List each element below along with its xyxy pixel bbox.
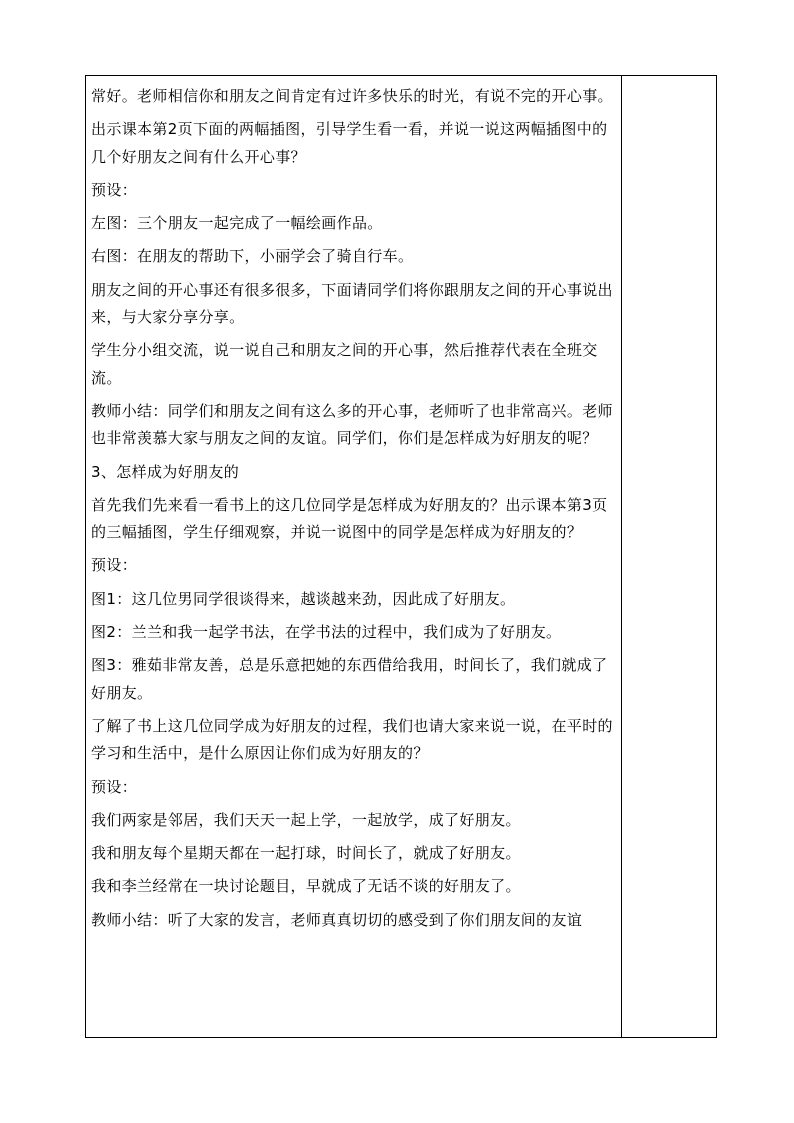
notes-column-cell — [622, 76, 716, 1037]
paragraph: 教师小结：听了大家的发言，老师真真切切的感受到了你们朋友间的友谊 — [91, 910, 583, 929]
paragraph: 了解了书上这几位同学成为好朋友的过程，我们也请大家来说一说，在平时的学习和生活中，是什么原因让你们成为好朋友的？ — [91, 716, 613, 763]
paragraph: 教师小结：同学们和朋友之间有这么多的开心事，老师听了也非常高兴。老师也非常羡慕大家与朋友之间的友谊。同学们，你们是怎样成为好朋友的呢？ — [91, 401, 613, 448]
paragraph: 预设： — [91, 180, 138, 199]
paragraph: 我和朋友每个星期天都在一起打球，时间长了，就成了好朋友。 — [91, 844, 521, 863]
paragraph: 学生分小组交流，说一说自己和朋友之间的开心事，然后推荐代表在全班交流。 — [91, 341, 598, 387]
paragraph: 图2：兰兰和我一起学书法，在学书法的过程中，我们成为了好朋友。 — [91, 623, 562, 642]
paragraph: 朋友之间的开心事还有很多很多，下面请同学们将你跟朋友之间的开心事说出来，与大家分享分享。 — [91, 280, 613, 327]
section-heading: 3、怎样成为好朋友的 — [91, 462, 240, 481]
lesson-process-cell — [86, 76, 622, 1037]
lesson-plan-table — [85, 75, 717, 1038]
paragraph: 左图：三个朋友一起完成了一幅绘画作品。 — [91, 214, 383, 233]
paragraph: 我和李兰经常在一块讨论题目，早就成了无话不谈的好朋友了。 — [91, 877, 521, 896]
paragraph: 图3：雅茹非常友善，总是乐意把她的东西借给我用，时间长了，我们就成了好朋友。 — [91, 656, 608, 702]
paragraph: 右图：在朋友的帮助下，小丽学会了骑自行车。 — [91, 247, 414, 266]
paragraph: 图1：这几位男同学很谈得来，越谈越来劲，因此成了好朋友。 — [91, 589, 516, 608]
paragraph: 预设： — [91, 556, 138, 575]
paragraph: 常好。老师相信你和朋友之间肯定有过许多快乐的时光，有说不完的开心事。 — [91, 87, 613, 105]
paragraph: 预设： — [91, 777, 138, 796]
paragraph: 我们两家是邻居，我们天天一起上学，一起放学，成了好朋友。 — [91, 810, 521, 829]
paragraph: 出示课本第2页下面的两幅插图，引导学生看一看，并说一说这两幅插图中的几个好朋友之间有什么开心事？ — [91, 120, 608, 166]
paragraph: 首先我们先来看一看书上的这几位同学是怎样成为好朋友的？出示课本第3页的三幅插图，学生仔细观察，并说一说图中的同学是怎样成为好朋友的？ — [91, 495, 608, 542]
